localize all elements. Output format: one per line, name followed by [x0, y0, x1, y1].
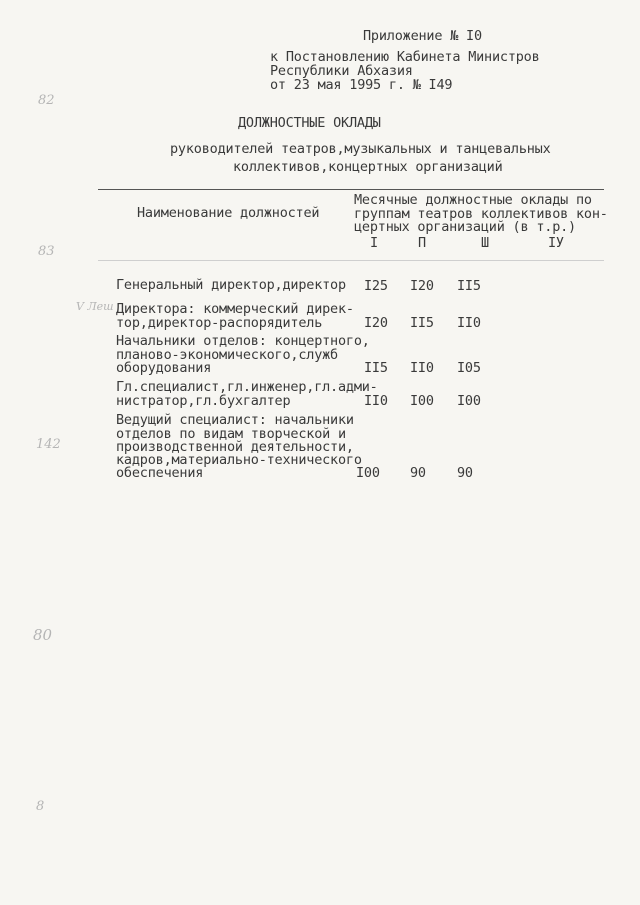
table-row-2-v1: I20	[364, 315, 388, 331]
table-row-2-name-1: Директора: коммерческий дирек-	[116, 301, 354, 317]
margin-note-4: 142	[36, 437, 61, 452]
table-row-4-v3: I00	[457, 393, 481, 409]
annex-decree: к Постановлению Кабинета Министров	[270, 49, 540, 65]
table-row-1-v3: II5	[457, 278, 481, 294]
margin-note-3: V Леш	[76, 300, 114, 313]
table-row-3-v3: I05	[457, 360, 481, 376]
table-row-4-name-2: нистратор,гл.бухгалтер	[116, 393, 291, 409]
document-subtitle-2: коллективов,концертных организаций	[233, 159, 503, 175]
table-row-5-name-4: кадров,материально-технического	[116, 452, 362, 468]
table-row-5-v3: 90	[457, 465, 473, 481]
table-row-5-v1: I00	[356, 465, 380, 481]
col-salary-header-1: Месячные должностные оклады по	[354, 192, 592, 208]
table-row-3-name-1: Начальники отделов: концертного,	[116, 333, 370, 349]
annex-number: Приложение № I0	[363, 28, 482, 44]
margin-note-5: 80	[33, 626, 53, 644]
col-salary-header-2: группам театров коллективов кон-	[354, 206, 608, 222]
group-label-3: Ш	[481, 235, 489, 251]
table-row-2-v3: II0	[457, 315, 481, 331]
col-name-header: Наименование должностей	[137, 205, 320, 221]
table-row-2-v2: II5	[410, 315, 434, 331]
group-label-2: П	[418, 235, 426, 251]
col-salary-header-3: цертных организаций (в т.р.)	[354, 219, 576, 235]
annex-republic: Республики Абхазия	[270, 63, 413, 79]
table-row-5-v2: 90	[410, 465, 426, 481]
table-row-3-name-2: планово-экономического,служб	[116, 347, 338, 363]
table-row-1-name: Генеральный директор,директор	[116, 277, 346, 293]
margin-note-1: 82	[38, 93, 55, 108]
annex-date: от 23 мая 1995 г. № I49	[270, 77, 453, 93]
table-row-2-name-2: тор,директор-распорядитель	[116, 315, 323, 331]
table-row-1-v1: I25	[364, 278, 388, 294]
table-row-5-name-5: обеспечения	[116, 465, 204, 481]
table-row-3-v2: II0	[410, 360, 434, 376]
table-row-3-name-3: оборудования	[116, 360, 212, 376]
table-row-5-name-1: Ведущий специалист: начальники	[116, 412, 354, 428]
group-label-4: IУ	[548, 235, 564, 251]
table-row-3-v1: II5	[364, 360, 388, 376]
table-row-4-v1: II0	[364, 393, 388, 409]
table-row-5-name-3: производственной деятельности,	[116, 439, 354, 455]
table-row-5-name-2: отделов по видам творческой и	[116, 426, 346, 442]
table-row-4-v2: I00	[410, 393, 434, 409]
document-title: ДОЛЖНОСТНЫЕ ОКЛАДЫ	[238, 115, 381, 131]
table-row-1-v2: I20	[410, 278, 434, 294]
margin-note-2: 83	[38, 244, 55, 259]
margin-note-6: 8	[36, 799, 45, 814]
document-subtitle-1: руководителей театров,музыкальных и танцевальных	[170, 141, 551, 157]
table-header-rule	[98, 260, 604, 261]
group-label-1: I	[370, 235, 378, 251]
table-row-4-name-1: Гл.специалист,гл.инженер,гл.адми-	[116, 379, 378, 395]
table-top-rule	[98, 189, 604, 190]
